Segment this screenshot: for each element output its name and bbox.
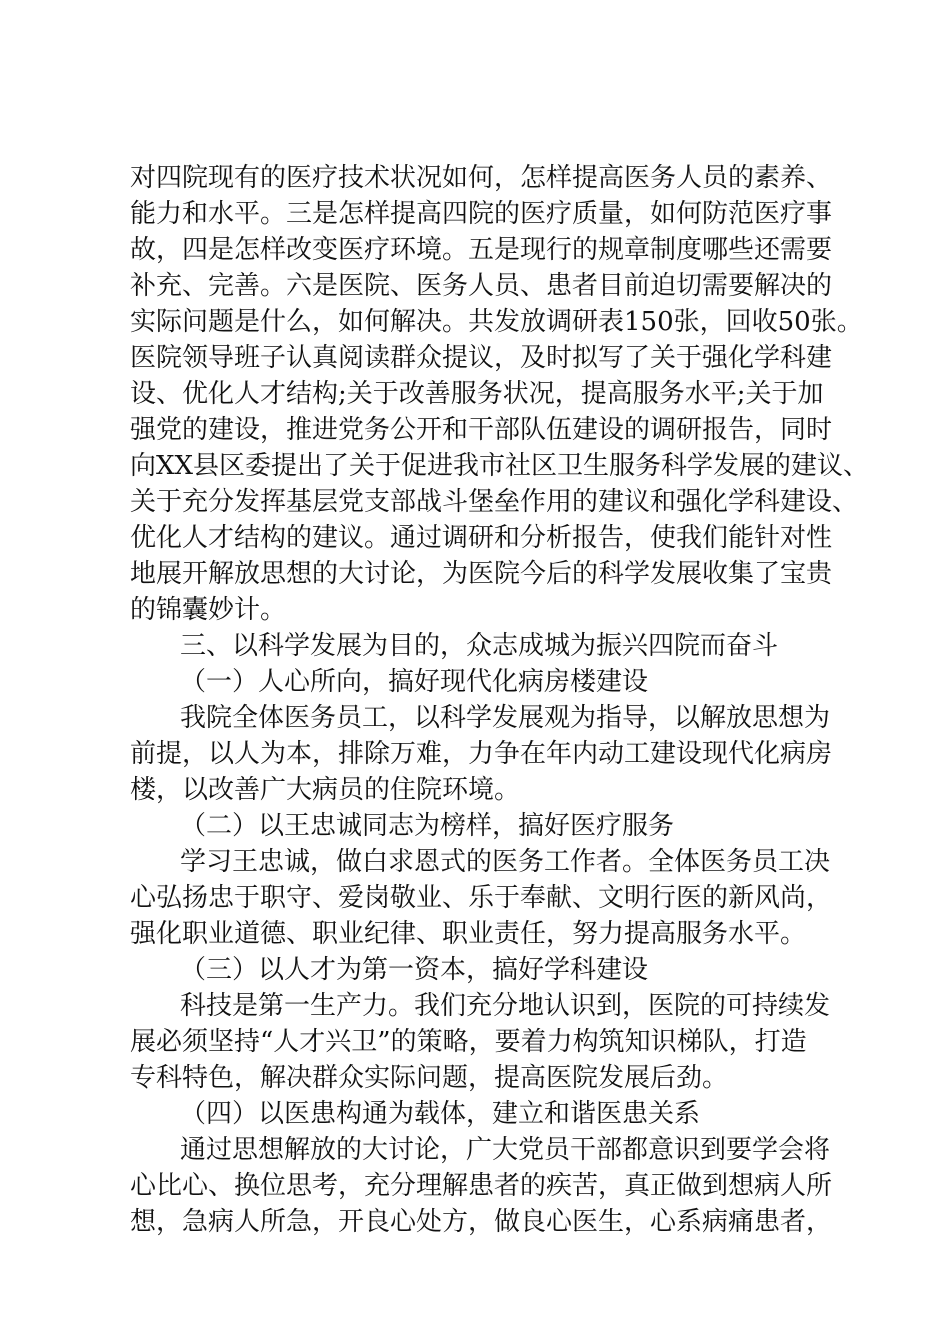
body-text-line: 学习王忠诚，做白求恩式的医务工作者。全体医务员工决 [180,847,831,877]
body-text-line: 故，四是怎样改变医疗环境。五是现行的规章制度哪些还需要 [130,235,833,265]
body-text-line: 我院全体医务员工，以科学发展观为指导，以解放思想为 [180,703,831,733]
body-text-line: 专科特色，解决群众实际问题，提高医院发展后劲。 [130,1063,729,1093]
subsection-heading: （一）人心所向，搞好现代化病房楼建设 [180,667,649,697]
body-text-line: 能力和水平。三是怎样提高四院的医疗质量，如何防范医疗事 [130,199,833,229]
section-heading: 三、以科学发展为目的，众志成城为振兴四院而奋斗 [180,631,779,661]
body-text-line: 展必须坚持“人才兴卫”的策略，要着力构筑知识梯队，打造 [130,1027,807,1057]
subsection-heading: （四）以医患构通为载体，建立和谐医患关系 [180,1099,701,1129]
body-text-line: 设、优化人才结构;关于改善服务状况，提高服务水平;关于加 [130,379,824,409]
body-text-line: 强化职业道德、职业纪律、职业责任，努力提高服务水平。 [130,919,807,949]
body-text-line: 地展开解放思想的大讨论，为医院今后的科学发展收集了宝贵 [130,559,833,589]
body-text-line: 向XX县区委提出了关于促进我市社区卫生服务科学发展的建议、 [130,451,870,481]
body-text-line: 通过思想解放的大讨论，广大党员干部都意识到要学会将 [180,1135,831,1165]
body-text-line: 科技是第一生产力。我们充分地认识到，医院的可持续发 [180,991,831,1021]
body-text-line: 医院领导班子认真阅读群众提议，及时拟写了关于强化学科建 [130,343,833,373]
body-text-line: 优化人才结构的建议。通过调研和分析报告，使我们能针对性 [130,523,833,553]
body-text-line: 实际问题是什么，如何解决。共发放调研表150张，回收50张。 [130,307,863,337]
body-text-line: 楼，以改善广大病员的住院环境。 [130,775,521,805]
subsection-heading: （二）以王忠诚同志为榜样，搞好医疗服务 [180,811,675,841]
body-text-line: 强党的建设，推进党务公开和干部队伍建设的调研报告，同时 [130,415,833,445]
body-text-line: 关于充分发挥基层党支部战斗堡垒作用的建议和强化学科建设、 [130,487,859,517]
body-text-line: 的锦囊妙计。 [130,595,287,625]
body-text-line: 心弘扬忠于职守、爱岗敬业、乐于奉献、文明行医的新风尚， [130,883,833,913]
body-text-line: 补充、完善。六是医院、医务人员、患者目前迫切需要解决的 [130,271,833,301]
body-text-line: 前提，以人为本，排除万难，力争在年内动工建设现代化病房 [130,739,833,769]
body-text-line: 想，急病人所急，开良心处方，做良心医生，心系病痛患者， [130,1207,833,1237]
subsection-heading: （三）以人才为第一资本，搞好学科建设 [180,955,649,985]
body-text-line: 心比心、换位思考，充分理解患者的疾苦，真正做到想病人所 [130,1171,833,1201]
body-text-line: 对四院现有的医疗技术状况如何，怎样提高医务人员的素养、 [130,163,833,193]
